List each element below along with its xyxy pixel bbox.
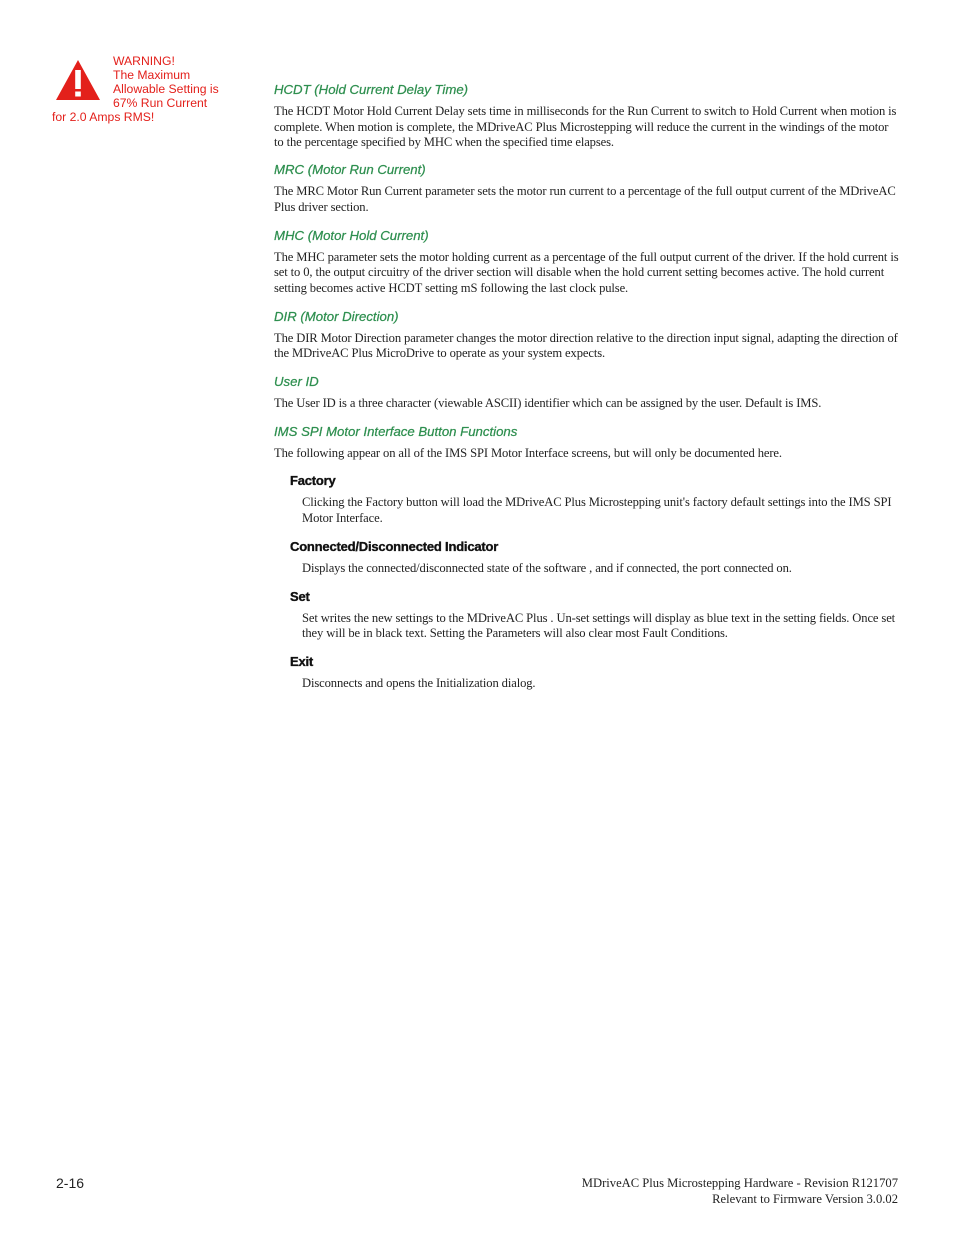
section-body: The HCDT Motor Hold Current Delay sets time in milliseconds for the Run Current to switch to Hold Current when motion is complete. When motion is complete, the MDriveAC Plus Microstepping will reduce the current in the windings of the motor to the percentage specified by MHC when the specified time elapses. bbox=[274, 104, 897, 150]
section-body: The following appear on all of the IMS SPI Motor Interface screens, but will only be documented here. bbox=[274, 445, 782, 460]
section-mhc bbox=[274, 227, 900, 297]
button-function-list bbox=[274, 472, 900, 691]
section-body: The MHC parameter sets the motor holding current as a percentage of the full output current of the driver. If the hold current is set to 0, the output circuitry of the driver section will disable when the hold current setting becomes active. The hold current setting becomes active HCDT setting mS following the last clock pulse. bbox=[274, 249, 899, 295]
button-function-heading: Exit bbox=[290, 653, 314, 669]
section-user-id bbox=[274, 373, 900, 412]
section-heading: DIR (Motor Direction) bbox=[274, 308, 399, 324]
section-body: The MRC Motor Run Current parameter sets the motor run current to a percentage of the full output current of the MDriveAC Plus driver section. bbox=[274, 184, 896, 214]
main-content bbox=[274, 81, 900, 703]
button-function-body: Set writes the new settings to the MDriveAC Plus . Un-set settings will display as blue text in the setting fields. Once set they will be in black text. Setting the Parameters will also clear most Fault Conditions. bbox=[302, 610, 896, 641]
button-function-exit bbox=[290, 653, 900, 692]
section-button-functions bbox=[274, 423, 900, 462]
section-heading: HCDT (Hold Current Delay Time) bbox=[274, 82, 469, 97]
footer-firmware: Relevant to Firmware Version 3.0.02 bbox=[712, 1192, 898, 1206]
section-body: The DIR Motor Direction parameter changes the motor direction relative to the direction input signal, adapting the direction of the MDriveAC Plus MicroDrive to operate as your system expects. bbox=[274, 330, 898, 361]
warning-line: WARNING! bbox=[113, 54, 175, 68]
warning-text bbox=[52, 54, 252, 124]
button-function-heading: Connected/Disconnected Indicator bbox=[290, 538, 499, 554]
button-function-indicator bbox=[290, 538, 900, 577]
footer-info bbox=[582, 1175, 898, 1207]
section-hcdt bbox=[274, 81, 900, 151]
button-function-body: Displays the connected/disconnected state of the software , and if connected, the port connected on. bbox=[302, 560, 792, 575]
section-heading: IMS SPI Motor Interface Button Functions bbox=[274, 423, 518, 439]
footer-title: MDriveAC Plus Microstepping Hardware - Revision R121707 bbox=[581, 1176, 898, 1190]
section-heading: User ID bbox=[274, 374, 319, 390]
section-heading: MRC (Motor Run Current) bbox=[274, 162, 426, 178]
button-function-heading: Set bbox=[290, 588, 310, 604]
warning-line: for 2.0 Amps RMS! bbox=[52, 110, 155, 124]
button-function-heading: Factory bbox=[290, 473, 336, 489]
section-heading: MHC (Motor Hold Current) bbox=[274, 227, 429, 243]
button-function-set bbox=[290, 588, 900, 642]
button-function-body: Disconnects and opens the Initialization dialog. bbox=[302, 675, 536, 690]
warning-line: Allowable Setting is bbox=[113, 82, 219, 96]
page-number: 2-16 bbox=[56, 1175, 85, 1191]
section-body: The User ID is a three character (viewable ASCII) identifier which can be assigned by the user. Default is IMS. bbox=[274, 396, 822, 411]
button-function-body: Clicking the Factory button will load the MDriveAC Plus Microstepping unit's factory default settings into the IMS SPI Motor Interface. bbox=[302, 495, 892, 526]
section-dir bbox=[274, 308, 900, 362]
button-function-factory bbox=[290, 472, 900, 526]
warning-line: The Maximum bbox=[113, 68, 191, 82]
section-mrc bbox=[274, 161, 900, 215]
warning-line: 67% Run Current bbox=[113, 96, 208, 110]
warning-callout bbox=[52, 54, 252, 126]
